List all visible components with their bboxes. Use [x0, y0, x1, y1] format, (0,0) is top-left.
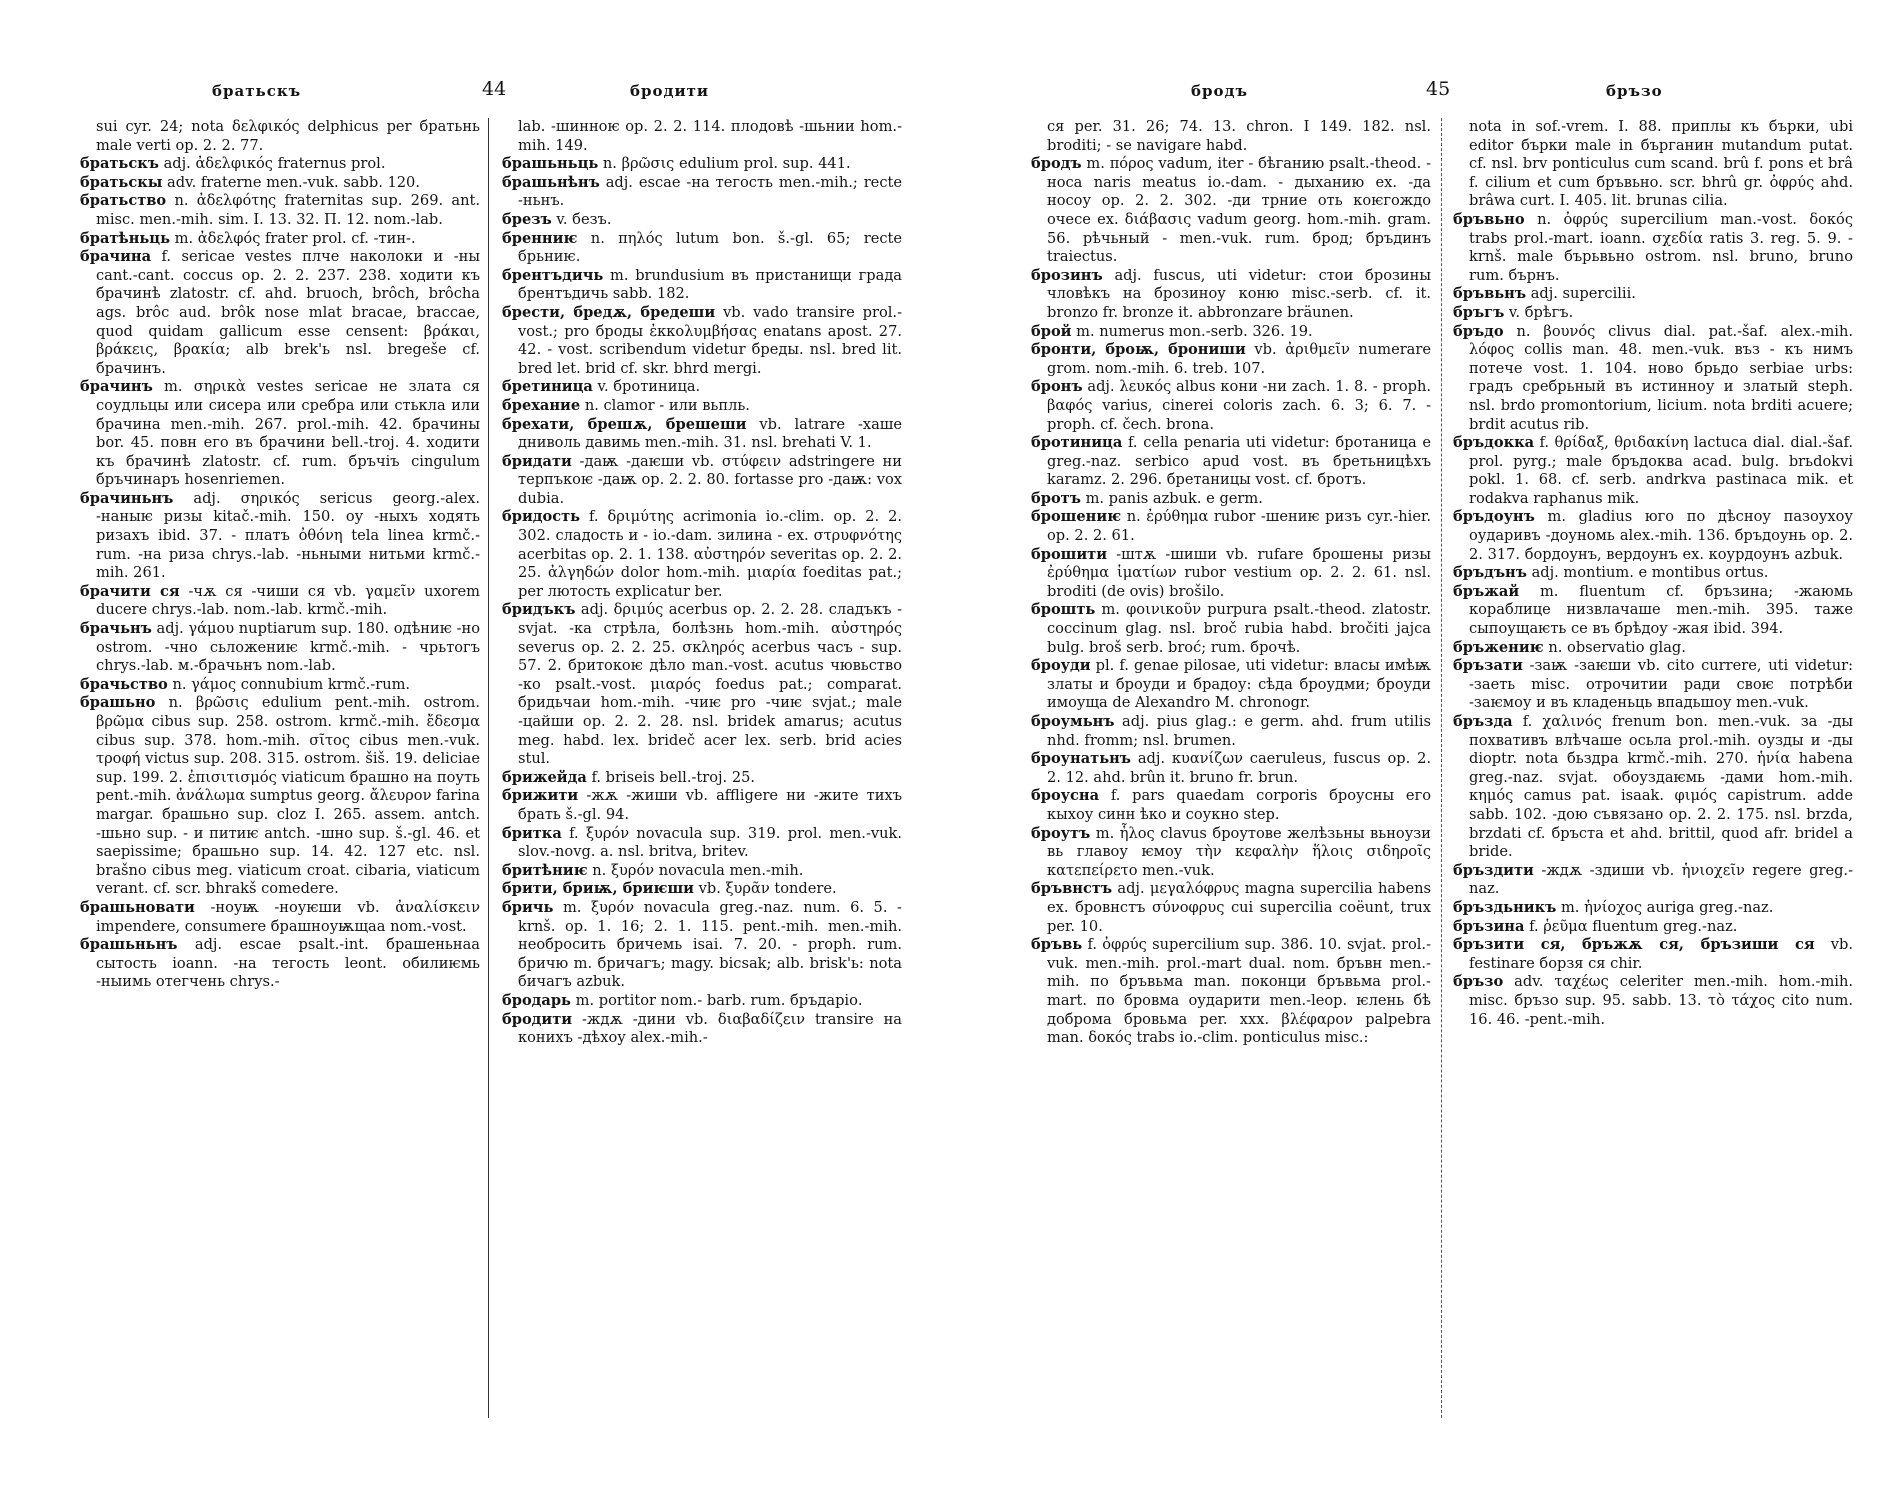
- dictionary-entry: [502, 378, 902, 397]
- headword: бръзити ся, бръжѫ ся, бръзиши ся: [1453, 936, 1815, 954]
- entry-text: v. безъ.: [556, 210, 612, 228]
- entry-text: m. ξυρόν novacula greg.-naz. num. 6. 5. - krnš. op. 1. 16; 2. 1. 115. pent.-mih. men.-mih. необросить бричемь isai. 7. 20. - proph. rum. бричю m. бричагъ; magy. bicsak; alb. brisk'ь: nota бичагъ azbuk.: [518, 898, 902, 991]
- dictionary-entry: [502, 601, 902, 768]
- entry-text: adj. γάμου nuptiarum sup. 180. одѣниѥ -но ostrom. -чно сьложениѥ krmč.-mih. - чрьтогъ chrys.-lab. м.-брачьнъ nom.-lab.: [96, 620, 480, 675]
- dictionary-entry: [1031, 787, 1431, 824]
- headword: бръдо: [1453, 322, 1504, 340]
- entry-text: f. sericae vestes плче наколоки и -ны cant.-cant. coccus op. 2. 2. 237. 238. ходити къ брачинѣ zlatostr. cf. ahd. bruoch, brôch, brôcha ags. brôc aud. brôk nose mlat bracae, braccae, quod quidam gallicum esse censent: βράκαι, βράκεις, βρακία; alb brek'ь nsl. bregeše cf. брачинъ.: [96, 248, 480, 377]
- running-head-right: бръзо: [1606, 82, 1663, 100]
- entry-text: f. θρίδαξ, θριδακίνη lactuca dial. dial.-šaf. prol. pyrg.; male бръдоква acad. bulg. brьdokvi pokl. 1. 68. cf. serb. andrkva pastinaca mik. et rodakva raphanus mik.: [1469, 434, 1853, 507]
- headword: бръвьнъ: [1453, 285, 1527, 303]
- headword: бродъ: [1031, 155, 1082, 173]
- headword: бръзати: [1453, 657, 1523, 675]
- dictionary-entry: [1031, 750, 1431, 787]
- headword: братьство: [80, 192, 167, 210]
- column-left: [1031, 118, 1431, 1468]
- headword: бръвьно: [1453, 210, 1525, 228]
- dictionary-entry: [1031, 657, 1431, 713]
- entry-text: -даѭ -даѥши vb. στύφειν adstringere ни терпъкоѥ -даѭ op. 2. 2. 80. fortasse pro -даѭ: vox dubia.: [518, 452, 902, 507]
- running-head-left: бродъ: [1191, 82, 1249, 100]
- running-head-left: братьскъ: [212, 82, 302, 100]
- headword: брошть: [1031, 601, 1096, 619]
- headword: брашьньнъ: [80, 936, 178, 954]
- headword: брачьнъ: [80, 620, 152, 638]
- entry-text: f. ξυρόν novacula sup. 319. prol. men.-vuk. slov.-novg. a. nsl. britva, britev.: [518, 824, 902, 861]
- entry-text: m. ἡνίοχος auriga greg.-naz.: [1560, 898, 1774, 916]
- headword: брентъдичь: [502, 266, 604, 284]
- entry-text: f. cella penaria uti videtur: бротаница e greg.-naz. serbico apud vost. въ бретьницѣхъ karamz. 2. 296. бретаницы vost. cf. бротъ.: [1047, 434, 1431, 489]
- dictionary-entry: [1453, 713, 1853, 862]
- dictionary-entry: [80, 155, 480, 174]
- entry-text: adj. fuscus, uti videtur: стои брозины чловѣкъ на брозиноу коню misc.-serb. cf. it. bronzo fr. bronze it. abbronzare bräunen.: [1047, 266, 1431, 321]
- entry-text: m. σηρικὰ vestes sericae не злата ся соудльцы или сисера или сребра или стькла или брачина men.-mih. 267. prol.-mih. 42. брачины bor. 45. повн его въ брачини bell.-troj. 4. ходити къ брачинѣ zlatostr. cf. rum. бръчіъ cingulum бръчинаръ hosenriemen.: [96, 378, 480, 489]
- entry-text: -заѭ -заѥши vb. cito currere, uti videtur: -заеть misc. отрочитии ради своѥ потрѣби -заѥмоу и въ кладеньць впадьшоу men.-vuk.: [1469, 657, 1853, 712]
- dictionary-entry: [502, 174, 902, 211]
- dictionary-entry: [1031, 378, 1431, 434]
- dictionary-entry: [502, 397, 902, 416]
- headword: брашьновати: [80, 898, 195, 916]
- entry-text: n. ἐρύθημα rubor -шениѥ ризъ cyr.-hier. op. 2. 2. 61.: [1047, 508, 1431, 545]
- entry-text: m. portitor nom.- barb. rum. бръдаріо.: [575, 991, 863, 1009]
- dictionary-entry: [502, 453, 902, 509]
- entry-text: f. ῥεῦμα fluentum greg.-naz.: [1529, 917, 1738, 935]
- dictionary-entry: [80, 230, 480, 249]
- dictionary-entry: [1453, 508, 1853, 564]
- column-rule: [488, 118, 489, 1418]
- dictionary-entry: [1453, 583, 1853, 639]
- column-right: [1453, 118, 1853, 1468]
- entry-text: adj. ἀδελφικός fraternus prol.: [163, 155, 386, 173]
- headword: броунатьнъ: [1031, 750, 1131, 768]
- entry-text: adj. σηρικός sericus georg.-alex. -наныѥ ризы kitač.-mih. 150. оу -ныхъ ходять ризахъ ibid. 37. - платъ ὀθόνη tela linea krmč.-rum. -на риза chrys.-lab. -ньными нитьми krmč.-mih. 261.: [96, 489, 480, 582]
- entry-text: nota in sof.-vrem. I. 88. приплы къ бърки, ubi editor бърки male in бърганин mutandum putat. cf. nsl. brv ponticulus cum scand. brû f. pons et brâ f. cilium et cum бръвьно. scr. bhrû gr. ὀφρύς ahd. brâwa curt. I. 405. lit. brunas cilia.: [1469, 118, 1853, 210]
- headword: бръдънъ: [1453, 564, 1527, 582]
- dictionary-entry: [1453, 323, 1853, 435]
- headword: бричь: [502, 898, 554, 916]
- dictionary-entry: [1031, 546, 1431, 602]
- page-number: 44: [482, 78, 507, 100]
- dictionary-entry: [502, 230, 902, 267]
- dictionary-entry: [80, 583, 480, 620]
- entry-text: -жѫ -жиши vb. affligere ни -жите тихъ брать š.-gl. 94.: [518, 787, 902, 823]
- dictionary-entry: [80, 899, 480, 936]
- headword: броутъ: [1031, 824, 1091, 842]
- entry-text: n. πηλός lutum bon. š.-gl. 65; recte брьниѥ.: [518, 229, 902, 266]
- dictionary-entry: [80, 378, 480, 490]
- headword: брижити: [502, 787, 579, 805]
- headword: брижейда: [502, 768, 587, 786]
- entry-text: -штѫ -шиши vb. rufare брошены ризы ἐρύθημα ἱματίων rubor vestium op. 2. 2. 61. nsl. broditi (de ovis) brošilo.: [1047, 545, 1431, 600]
- headword: бритѣниѥ: [502, 861, 588, 879]
- entry-text: adv. fraterne men.-vuk. sabb. 120.: [167, 173, 420, 191]
- entry-text: adv. ταχέως celeriter men.-mih. hom.-mih. misc. бръзо sup. 95. sabb. 13. τὸ τάχος cito num. 16. 46. -pent.-mih.: [1469, 973, 1853, 1028]
- dictionary-entry: [502, 825, 902, 862]
- dictionary-entry: [502, 267, 902, 304]
- dictionary-entry: [502, 992, 902, 1011]
- entry-text: m. gladius юго по дѣсноу пазоухоу оударивъ -доуномь alex.-mih. 136. бръдоунь op. 2. 2. 317. бордоунъ, вердоунъ ex. коурдоунъ azbuk.: [1469, 508, 1853, 563]
- headword: бридость: [502, 508, 581, 526]
- dictionary-entry: [1453, 564, 1853, 583]
- headword: брачиньнъ: [80, 489, 174, 507]
- entry-text: n. observatio glag.: [1548, 638, 1686, 656]
- entry-text: pl. f. genae pilosae, uti videtur: власы имѣѭ златы и броуди и брадоу: сѣда броудми; броуди имоуща de Alexandro M. chronogr.: [1047, 657, 1431, 712]
- entry-text: m. numerus mon.-serb. 326. 19.: [1076, 322, 1313, 340]
- headword: бридъкъ: [502, 601, 576, 619]
- dictionary-entry: [1453, 862, 1853, 899]
- entry-text: f. pars quaedam corporis броусны его кыхоу синн ѣко и соукно step.: [1047, 787, 1431, 823]
- entry-text: v. брѣгъ.: [1508, 303, 1574, 321]
- entry-text: v. бротиница.: [597, 378, 701, 396]
- entry-text: adj. supercilii.: [1530, 285, 1636, 303]
- dictionary-entry: [1031, 601, 1431, 657]
- headword: брошити: [1031, 545, 1108, 563]
- entry-text: n. ἀδελφότης fraternitas sup. 269. ant. misc. men.-mih. sim. I. 13. 32. П. 12. nom.-lab.: [96, 192, 480, 228]
- dictionary-entry: [1031, 490, 1431, 509]
- headword: бръвь: [1031, 936, 1083, 954]
- headword: бротъ: [1031, 489, 1081, 507]
- entry-text: vb. latrare -хаше дниволь давимь men.-mih. 31. nsl. brehati V. 1.: [518, 415, 902, 452]
- entry-text: vb. ἀριθμεῖν numerare grom. nom.-mih. 6. treb. 107.: [1047, 341, 1431, 377]
- headword: брехати, брешѫ, брешеши: [502, 415, 747, 433]
- headword: бретиница: [502, 378, 593, 396]
- entry-text: m. πόρος vadum, iter - бѣганию psalt.-theod. - носа naris meatus io.-dam. - дыханию ex. -да носоу op. 2. 2. 302. -ди трние оть коѥгождо очесе ex. διάβασις vadum georg. hom.-mih. gram. 56. рѣчьный - men.-vuk. rum. брод; бръдинъ traiectus.: [1047, 155, 1431, 266]
- dictionary-entry: [502, 155, 902, 174]
- dictionary-entry: [502, 211, 902, 230]
- entry-text: sui cyr. 24; nota δελφικός delphicus per братьнь male verti op. 2. 2. 77.: [96, 118, 480, 154]
- entry-text: adj. δριμύς acerbus op. 2. 2. 28. сладъкъ - svjat. -ка стрѣла, болѣзнь hom.-mih. αὐστηρός severus op. 2. 2. 25. σκληρός acerbus часъ - sup. 57. 2. бритокоѥ дѣло man.-vost. acutus чювьство -ко psalt.-vost. μιαρός foedus pat.; comparat. бридьчаи hom.-mih. -чиѥ pro -чиѥ svjat.; male -цайши op. 2. 2. 28. nsl. bridek amarus; acutus meg. habd. lex. brideč acer lex. serb. brid acies stul.: [518, 601, 902, 768]
- entry-text: m. fluentum cf. бръзина; -жаюмь кораблице низвлачаше men.-mih. 395. таже сыпоущаѥть се въ брѣдоу -жая ibid. 394.: [1469, 582, 1853, 638]
- dictionary-entry: [1031, 880, 1431, 936]
- entry-text: ся per. 31. 26; 74. 13. chron. I 149. 182. nsl. broditi; - se navigare habd.: [1047, 118, 1431, 154]
- entry-text: n. βουνός clivus dial. pat.-šaf. alex.-mih. λόφος collis man. 48. men.-vuk. въз - къ нимъ потече vost. 1. 104. ново брьдо serbiae urbs: градъ сребрьный въ истинноу и златый steph. nsl. brdo promontorium, licium. nota brditi acuere; brdit acutus rib.: [1469, 322, 1853, 433]
- headword: бродарь: [502, 991, 571, 1009]
- entry-text: n. γάμος connubium krmč.-rum.: [172, 675, 411, 693]
- dictionary-entry: [80, 676, 480, 695]
- dictionary-entry: [1031, 434, 1431, 490]
- entry-text: lab. -шинноѥ op. 2. 2. 114. плодовѣ -шьнии hom.-mih. 149.: [518, 118, 902, 154]
- entry-text: f. δριμύτης acrimonia io.-clim. op. 2. 2. 302. сладость и - io.-dam. зилина - ex. στρυφνότης acerbitas op. 2. 1. 138. αὐστηρόν severitas op. 2. 2. 25. ἀλγηδών dolor hom.-mih. μιαρία foeditas pat.; per лютость explicatur ber.: [518, 508, 902, 600]
- entry-text: vb. ξυρᾶν tondere.: [698, 880, 837, 898]
- headword: брезъ: [502, 210, 552, 228]
- entry-text: -ждѫ -дини vb. διαβαδίζειν transire на конихъ -дѣхоу alex.-mih.-: [518, 1010, 902, 1047]
- entry-text: n. ὀφρύς supercilium man.-vost. δοκός trabs prol.-mart. ioann. σχεδία ratis 3. reg. 5. 9. - krnš. male бърьвьно ostrom. nsl. bruno, bruno rum. бърнъ.: [1469, 210, 1853, 284]
- entry-text: f. χαλινός frenum bon. men.-vuk. за -ды похвативъ влѣчаше осьла prol.-mih. оузды и -ды dioptr. nota бьздра krmč.-mih. 270. ἡνία habena greg.-naz. svjat. обоуздаѥмь -дами hom.-mih. κημός camus pat. isaak. φιμός capistrum. adde sabb. 102. -дою съвязано op. 2. 2. 175. nsl. brzda, brzdati cf. бръста et ahd. brittil, quod afr. bridel a bride.: [1469, 713, 1853, 861]
- headword: брести, бредѫ, бредеши: [502, 303, 716, 321]
- entry-text: adj. μεγαλόφρυς magna supercilia habens ex. бровнстъ σύνοφρυς cui supercilia coëunt, trux per. 10.: [1047, 880, 1431, 935]
- dictionary-entry: [1031, 323, 1431, 342]
- entry-text: adj. montium. e montibus ortus.: [1531, 564, 1769, 582]
- page-number: 45: [1426, 78, 1451, 100]
- dictionary-entry: [1453, 434, 1853, 508]
- headword: бръздити: [1453, 861, 1534, 879]
- dictionary-entry: [1031, 341, 1431, 378]
- headword: братѣньць: [80, 229, 170, 247]
- dictionary-entry: [502, 304, 902, 378]
- headword: бръжай: [1453, 582, 1520, 600]
- entry-text: -ноуѭ -ноуѥши vb. ἀναλίσκειν impendere, consumere брашноуѭщаа nom.-vost.: [96, 898, 480, 935]
- headword: бронти, броѭ, брониши: [1031, 341, 1246, 359]
- dictionary-entry: [1453, 918, 1853, 937]
- headword: бридати: [502, 452, 572, 470]
- column-rule: [1441, 118, 1442, 1418]
- dictionary-entry: [502, 416, 902, 453]
- headword: бръгъ: [1453, 303, 1505, 321]
- dictionary-entry: [1031, 508, 1431, 545]
- entry-text: adj. κυανίζων caeruleus, fuscus op. 2. 2. 12. ahd. brûn it. bruno fr. brun.: [1047, 750, 1431, 786]
- dictionary-entry: [1453, 211, 1853, 285]
- dictionary-entry: [502, 880, 902, 899]
- headword: бръдоунъ: [1453, 508, 1535, 526]
- dictionary-entry: [1031, 118, 1431, 155]
- dictionary-entry: [1453, 973, 1853, 1029]
- entry-text: m. ἧλος clavus броутове желѣзьны вьноузи вь главоу ѥмоу τὴν κεφαλὴν ἥλοις σιδηροῖς κατεπείρετο men.-vuk.: [1047, 824, 1431, 879]
- running-head-right: бродити: [630, 82, 710, 100]
- dictionary-entry: [1031, 936, 1431, 1048]
- entry-text: adj. pius glag.: e germ. ahd. frum utilis nhd. fromm; nsl. brumen.: [1047, 713, 1431, 749]
- entry-text: -ждѫ -здиши vb. ἡνιοχεῖν regere greg.-naz.: [1469, 861, 1853, 898]
- headword: брошениѥ: [1031, 508, 1122, 526]
- entry-text: n. βρῶσις edulium pent.-mih. ostrom. βρῶμα cibus sup. 258. ostrom. krmč.-mih. ἔδεσμα cibus sup. 378. hom.-mih. σῖτος cibus men.-vuk. τροφή victus sup. 208. 315. ostrom. šiš. 19. deliciae sup. 199. 2. ἐπισιτισμός viaticum брашно на поуть pent.-mih. ἀνάλωμα sumptus georg. ἄλευρον farina margar. брашьно sup. cloz I. 265. assem. antch. -шьно sup. - и питиѥ antch. -шно sup. š.-gl. 46. et saepissime; брашьно sup. 14. 42. 127 etc. nsl. brašno cibus meg. viaticum croat. cibaria, viaticum verant. cf. scr. bhrakš comedere.: [96, 694, 480, 898]
- dictionary-entry: [1031, 825, 1431, 881]
- dictionary-entry: [1031, 713, 1431, 750]
- dictionary-entry: [1453, 936, 1853, 973]
- headword: брозинъ: [1031, 266, 1103, 284]
- dictionary-entry: [80, 490, 480, 583]
- headword: бръвнстъ: [1031, 880, 1113, 898]
- dictionary-entry: [502, 862, 902, 881]
- headword: братьскъ: [80, 155, 159, 173]
- headword: бръзина: [1453, 917, 1525, 935]
- column-right: [502, 118, 902, 1468]
- entry-text: adj. λευκός albus кони -ни zach. 1. 8. - proph. βαφός varius, cinerei coloris zach. 6. 3; 6. 7. -proph. cf. čech. brona.: [1047, 378, 1431, 433]
- entry-text: m. panis azbuk. e germ.: [1085, 489, 1263, 507]
- entry-text: adj. escae -на тегость men.-mih.; recte -ньнъ.: [518, 173, 902, 210]
- headword: бротиница: [1031, 434, 1123, 452]
- dictionary-entry: [1453, 118, 1853, 211]
- headword: брашьно: [80, 694, 156, 712]
- entry-text: vb. festinare борзя ся chir.: [1469, 936, 1853, 972]
- dictionary-entry: [1031, 155, 1431, 267]
- dictionary-entry: [1031, 267, 1431, 323]
- entry-text: -чѫ ся -чиши ся vb. γαμεῖν uxorem ducere chrys.-lab. nom.-lab. krmč.-mih.: [96, 582, 480, 619]
- dictionary-entry: [80, 248, 480, 378]
- entry-text: f. briseis bell.-troj. 25.: [591, 768, 756, 786]
- headword: бренниѥ: [502, 229, 578, 247]
- entry-text: n. βρῶσις edulium prol. sup. 441.: [602, 155, 851, 173]
- headword: брачина: [80, 248, 152, 266]
- headword: брашьньць: [502, 155, 599, 173]
- dictionary-entry: [502, 1011, 902, 1048]
- headword: братьскы: [80, 173, 163, 191]
- entry-text: f. ὀφρύς supercilium sup. 386. 10. svjat. prol.-vuk. men.-mih. prol.-mart dual. nom. бръвн men.-mih. по бръвьма man. поконци бръвьма prol.-mart. по бровма оударити men.-leop. ѥлень бѣ доброма бровьма per. xxx. βλέφαρον palpebra man. δοκός trabs io.-clim. ponticulus misc.:: [1047, 936, 1431, 1047]
- dictionary-entry: [1453, 657, 1853, 713]
- column-left: [80, 118, 480, 1468]
- headword: брачити ся: [80, 582, 180, 600]
- headword: бръзо: [1453, 973, 1504, 991]
- headword: бръдокка: [1453, 434, 1535, 452]
- dictionary-entry: [80, 174, 480, 193]
- dictionary-entry: [1453, 304, 1853, 323]
- dictionary-entry: [1453, 899, 1853, 918]
- dictionary-entry: [1453, 285, 1853, 304]
- headword: броусна: [1031, 787, 1100, 805]
- headword: бръздьникъ: [1453, 898, 1557, 916]
- headword: бродити: [502, 1010, 573, 1028]
- entry-text: m. φοινικοῦν purpura psalt.-theod. zlatostr. coccinum glag. nsl. broč rubia habd. bročiti jajca bulg. broš serb. broć; rum. брочѣ.: [1047, 601, 1431, 656]
- headword: брачинъ: [80, 378, 153, 396]
- headword: броуди: [1031, 657, 1091, 675]
- dictionary-entry: [502, 508, 902, 601]
- dictionary-entry: [502, 118, 902, 155]
- headword: брачьство: [80, 675, 168, 693]
- headword: брити, бриѭ, бриѥши: [502, 880, 694, 898]
- dictionary-entry: [80, 694, 480, 899]
- entry-text: vb. vado transire prol.-vost.; pro броды ἐκκολυμβήσας enatans apost. 27. 42. - vost. scribendum videtur бреды. nsl. bred lit. bred let. brid cf. skr. bhrd mergi.: [518, 303, 902, 377]
- headword: бръжениѥ: [1453, 638, 1544, 656]
- dictionary-entry: [80, 620, 480, 676]
- dictionary-entry: [80, 192, 480, 229]
- dictionary-entry: [502, 899, 902, 992]
- dictionary-entry: [80, 936, 480, 992]
- headword: брашьнѣнъ: [502, 173, 600, 191]
- page-45: [951, 0, 1902, 1500]
- headword: брехание: [502, 396, 581, 414]
- headword: бритка: [502, 824, 562, 842]
- dictionary-entry: [502, 787, 902, 824]
- entry-text: n. ξυρόν novacula men.-mih.: [592, 861, 804, 879]
- headword: броумьнъ: [1031, 713, 1115, 730]
- dictionary-entry: [80, 118, 480, 155]
- dictionary-entry: [502, 769, 902, 788]
- entry-text: m. brundusium въ пристанищи града брентъдичь sabb. 182.: [518, 266, 902, 303]
- headword: бръзда: [1453, 713, 1513, 730]
- entry-text: m. ἀδελφός frater prol. cf. -тин-.: [174, 229, 416, 247]
- headword: брой: [1031, 322, 1072, 340]
- headword: бронъ: [1031, 378, 1083, 396]
- entry-text: n. clamor - или вьпль.: [584, 396, 750, 414]
- entry-text: adj. escae psalt.-int. брашеньнаа сытость ioann. -на тегость leont. обилиѥмь -ныимь отегчень chrys.-: [96, 936, 480, 991]
- dictionary-entry: [1453, 639, 1853, 658]
